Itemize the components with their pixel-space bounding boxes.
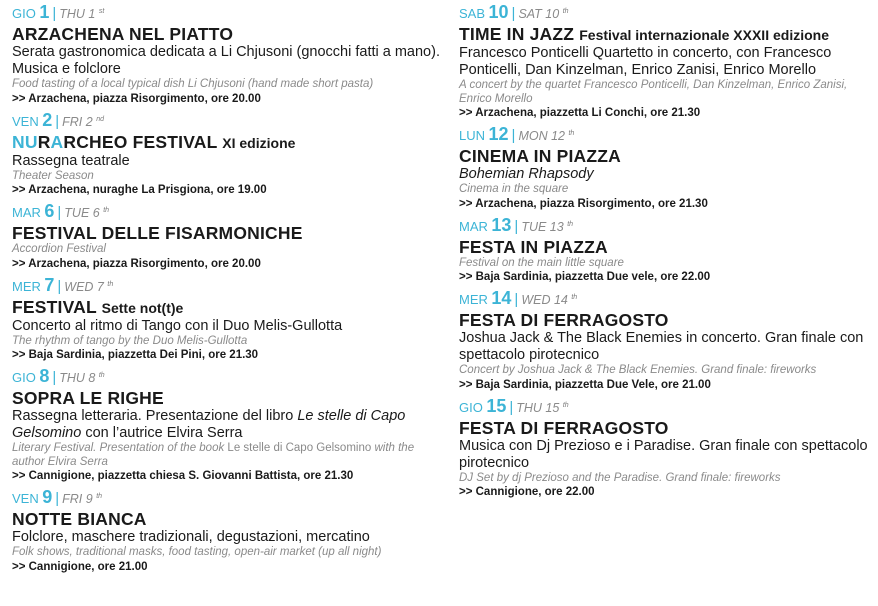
day-number: 14 [491, 288, 512, 308]
event-location: >> Baja Sardinia, piazzetta Dei Pini, ore 21.30 [12, 349, 259, 361]
event-title: TIME IN JAZZ Festival internazionale XXXII edizione [459, 24, 829, 44]
weekday-en: TUE 6 [64, 206, 100, 220]
weekday-it: MAR [459, 218, 488, 234]
event-translation: The rhythm of tango by the Duo Melis-Gullotta [12, 334, 248, 347]
event-location: >> Arzachena, nuraghe La Prisgiona, ore 19.00 [12, 184, 267, 196]
weekday-it: GIO [12, 6, 36, 21]
event-aug-7 [12, 275, 444, 364]
ordinal-suffix: th [96, 493, 103, 500]
event-title: FESTA DI FERRAGOSTO [459, 310, 669, 330]
event-subtitle: Sette not(t)e [101, 299, 184, 316]
ordinal-suffix: th [571, 294, 578, 301]
event-translation: Concert by Joshua Jack & The Black Enemies. Grand finale: fireworks [459, 364, 817, 376]
event-date: GIO 15 | THU 15 $^{th}$ [459, 395, 569, 416]
event-title: FESTA DI FERRAGOSTO [459, 417, 669, 438]
left-column [12, 2, 444, 578]
event-date: GIO 8 | THU 8 $^{th}$ [12, 366, 105, 386]
event-date: SAB 10 | SAT 10 $^{th}$ [459, 2, 569, 22]
weekday-en: WED 7 [64, 279, 104, 294]
event-location: >> Baja Sardinia, piazzetta Due Vele, ore 21.00 [459, 378, 711, 391]
ordinal-suffix: th [562, 8, 569, 15]
day-number: 1 [39, 2, 50, 22]
weekday-it: SAB [459, 6, 486, 21]
event-title: FESTIVAL Sette not(t)e [12, 296, 184, 317]
event-translation: Folk shows, traditional masks, food tasting, open-air market (up all night) [12, 546, 382, 558]
weekday-en: MON 12 [518, 129, 565, 143]
day-number: 15 [486, 395, 507, 416]
day-number: 7 [44, 274, 55, 295]
event-description: Bohemian Rhapsody [459, 166, 594, 182]
event-subtitle: Festival internazionale XXXII edizione [579, 27, 829, 43]
event-title: SOPRA LE RIGHE [12, 388, 164, 408]
ordinal-suffix: th [103, 207, 110, 214]
weekday-en: TUE 13 [521, 219, 564, 234]
event-description: Joshua Jack & The Black Enemies in concerto. Gran finale con spettacolo pirotecnico [459, 330, 864, 363]
ordinal-suffix: th [568, 130, 575, 137]
weekday-en: THU 1 [59, 7, 96, 21]
ordinal-suffix: th [107, 280, 114, 288]
weekday-it: MAR [12, 205, 41, 220]
event-aug-12 [459, 124, 871, 212]
event-translation: DJ Set by dj Prezioso and the Paradise. Grand finale: fireworks [459, 471, 781, 484]
event-date: LUN 12 | MON 12 $^{th}$ [459, 124, 575, 144]
event-translation: Festival on the main little square [459, 256, 624, 269]
day-number: 12 [488, 124, 509, 144]
event-aug-13 [459, 215, 871, 286]
event-title: FESTIVAL DELLE FISARMONICHE [12, 223, 303, 243]
right-column [459, 2, 871, 503]
event-location: >> Arzachena, piazza Risorgimento, ore 21.30 [459, 197, 708, 210]
weekday-en: THU 15 [516, 400, 560, 415]
event-location: >> Arzachena, piazzetta Li Conchi, ore 21.30 [459, 107, 701, 119]
event-location: >> Baja Sardinia, piazzetta Due vele, ore 22.00 [459, 271, 711, 283]
day-number: 2 [42, 109, 53, 130]
day-number: 10 [488, 2, 509, 22]
ordinal-suffix: th [567, 220, 574, 228]
weekday-it: LUN [459, 128, 486, 143]
event-date: MER 7 | WED 7 $^{th}$ [12, 274, 114, 295]
event-aug-15 [459, 396, 871, 501]
event-aug-1 [12, 2, 444, 107]
event-date: VEN 9 | FRI 9 $^{th}$ [12, 487, 103, 507]
weekday-it: MER [459, 292, 488, 307]
event-date: MAR 13 | TUE 13 $^{th}$ [459, 214, 574, 235]
event-location: >> Cannigione, ore 21.00 [12, 560, 148, 573]
event-location: >> Cannigione, piazzetta chiesa S. Giovanni Battista, ore 21.30 [12, 470, 354, 482]
ordinal-suffix: nd [96, 115, 104, 123]
event-aug-6 [12, 201, 444, 272]
event-title: NURARCHEO FESTIVAL XI edizione [12, 131, 296, 152]
event-translation: Accordion Festival [12, 243, 106, 255]
event-aug-9 [12, 487, 444, 575]
book-title-en: Le stelle di Capo Gelsomino [227, 442, 372, 454]
event-description: Musica con Dj Prezioso e i Paradise. Gran finale con spettacolo pirotecnico [459, 437, 868, 471]
event-date: MAR 6 | TUE 6 $^{th}$ [12, 201, 110, 221]
event-title: FESTA IN PIAZZA [459, 236, 608, 257]
book-title: Le stelle di Capo Gelsomino [12, 408, 406, 441]
event-translation: A concert by the quartet Francesco Ponticelli, Dan Kinzelman, Enrico Zanisi, Enrico Morello [459, 79, 848, 105]
event-description: Concerto al ritmo di Tango con il Duo Melis-Gullotta [12, 317, 343, 334]
weekday-en: FRI 2 [62, 114, 93, 129]
event-translation: Theater Season [12, 169, 94, 182]
event-location: >> Cannigione, ore 22.00 [459, 486, 595, 498]
event-translation: Food tasting of a local typical dish Li Chjusoni (hand made short pasta) [12, 78, 374, 90]
event-date: GIO 1 | THU 1 $^{st}$ [12, 2, 105, 22]
event-description: Folclore, maschere tradizionali, degustazioni, mercatino [12, 529, 370, 545]
weekday-it: MER [12, 278, 41, 294]
weekday-en: THU 8 [59, 371, 96, 385]
day-number: 9 [42, 487, 53, 507]
event-aug-8 [12, 366, 444, 484]
event-date: VEN 2 | FRI 2 $^{nd}$ [12, 109, 104, 130]
weekday-en: SAT 10 [518, 7, 560, 21]
event-aug-10 [459, 2, 871, 121]
event-translation: Cinema in the square [459, 183, 569, 195]
event-location: >> Arzachena, piazza Risorgimento, ore 20.00 [12, 92, 261, 105]
event-subtitle: XI edizione [222, 134, 296, 151]
event-aug-14 [459, 288, 871, 393]
weekday-it: VEN [12, 113, 39, 129]
day-number: 8 [39, 366, 50, 386]
weekday-it: VEN [12, 491, 39, 506]
weekday-en: WED 14 [521, 293, 568, 307]
event-description: Francesco Ponticelli Quartetto in concerto, con Francesco Ponticelli, Dan Kinzelman, Enrico Zanisi, Enrico Morello [459, 45, 832, 78]
event-description: Rassegna teatrale [12, 152, 130, 169]
event-description: Rassegna letteraria. Presentazione del libro Le stelle di Capo Gelsomino con l’autrice Elvira Serra [12, 408, 406, 441]
event-description: Serata gastronomica dedicata a Li Chjusoni (gnocchi fatti a mano). Musica e folclore [12, 44, 440, 77]
event-location: >> Arzachena, piazza Risorgimento, ore 20.00 [12, 257, 261, 270]
weekday-en: FRI 9 [62, 492, 93, 506]
event-title: CINEMA IN PIAZZA [459, 146, 621, 166]
day-number: 13 [491, 214, 512, 235]
weekday-it: GIO [459, 399, 483, 415]
day-number: 6 [44, 201, 55, 221]
ordinal-suffix: th [98, 372, 105, 379]
weekday-it: GIO [12, 370, 36, 385]
event-date: MER 14 | WED 14 $^{th}$ [459, 288, 578, 308]
event-title: NOTTE BIANCA [12, 509, 147, 529]
event-aug-2 [12, 110, 444, 199]
ordinal-suffix: st [98, 8, 105, 15]
ordinal-suffix: th [562, 401, 569, 409]
event-title: ARZACHENA NEL PIATTO [12, 24, 234, 44]
event-translation: Literary Festival. Presentation of the book Le stelle di Capo Gelsomino with the author Elvira Serra [12, 442, 415, 468]
